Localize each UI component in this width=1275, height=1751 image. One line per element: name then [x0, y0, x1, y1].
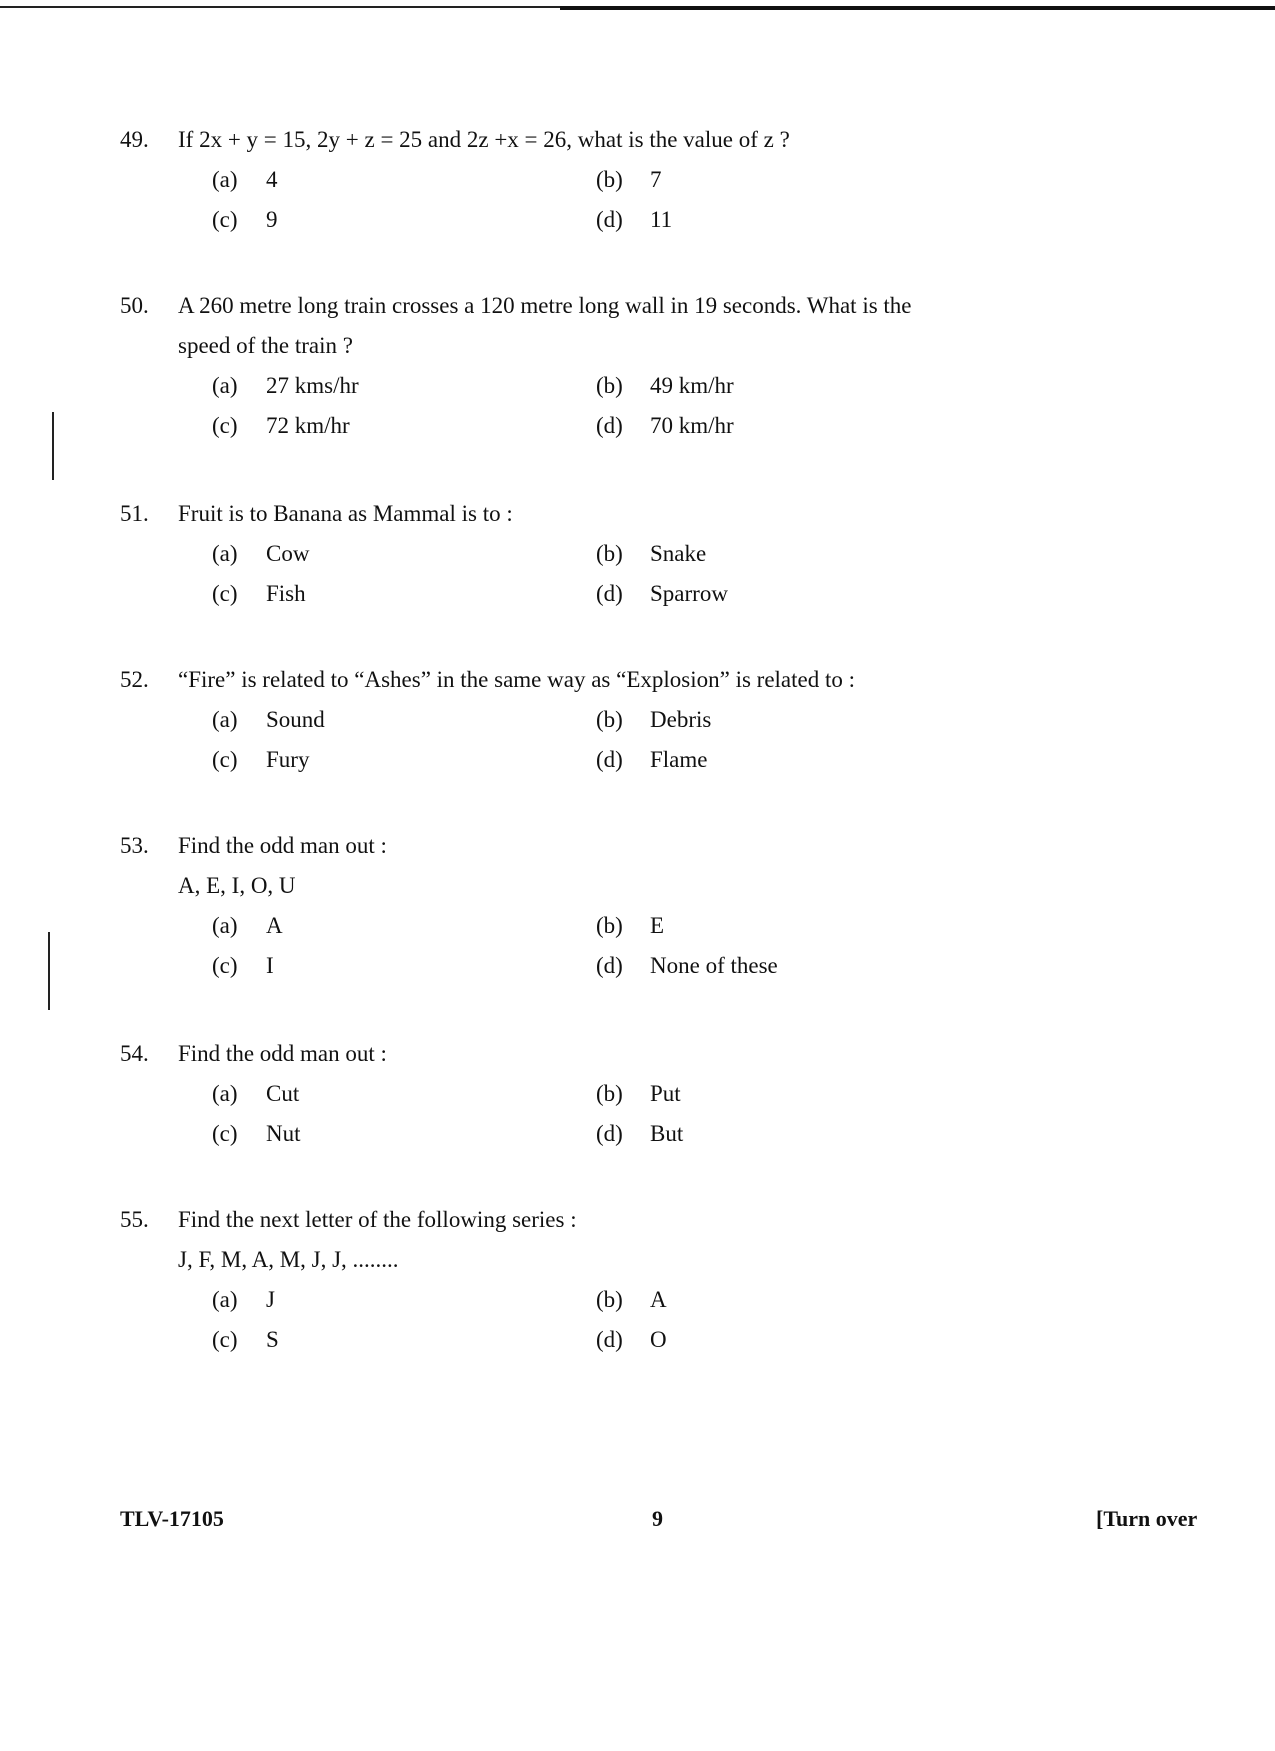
option-d: (d) But	[596, 1121, 684, 1146]
question-51	[120, 494, 1120, 614]
question-text: Find the odd man out :	[178, 833, 387, 858]
option-a: (a) 4	[212, 167, 278, 192]
option-a: (a) 27 kms/hr	[212, 373, 359, 398]
question-number: 51.	[120, 501, 149, 526]
question-text: Fruit is to Banana as Mammal is to :	[178, 501, 513, 526]
option-a: (a) A	[212, 913, 283, 938]
top-rule-thick	[560, 6, 1275, 10]
question-54	[120, 1034, 1120, 1154]
option-b: (b) E	[596, 913, 665, 938]
option-d: (d) Sparrow	[596, 581, 728, 606]
question-text: Find the next letter of the following series :	[178, 1207, 577, 1232]
option-c: (c) 9	[212, 207, 278, 232]
option-c: (c) I	[212, 953, 274, 978]
option-d: (d) O	[596, 1327, 667, 1352]
question-number: 49.	[120, 127, 149, 152]
question-52	[120, 660, 1120, 780]
question-text: If 2x + y = 15, 2y + z = 25 and 2z +x = 26, what is the value of z ?	[178, 127, 790, 152]
question-50	[120, 286, 1120, 446]
question-number: 52.	[120, 667, 149, 692]
option-d: (d) Flame	[596, 747, 708, 772]
option-b: (b) Debris	[596, 707, 712, 732]
option-d: (d) None of these	[596, 953, 778, 978]
option-c: (c) S	[212, 1327, 279, 1352]
question-number: 53.	[120, 833, 149, 858]
option-b: (b) 7	[596, 167, 662, 192]
turn-over-note: [Turn over	[1096, 1506, 1198, 1531]
option-b: (b) Snake	[596, 541, 707, 566]
question-sequence: A, E, I, O, U	[178, 873, 296, 898]
option-a: (a) Cow	[212, 541, 310, 566]
question-number: 55.	[120, 1207, 149, 1232]
question-text: A 260 metre long train crosses a 120 metre long wall in 19 seconds. What is the	[178, 293, 912, 318]
page-number: 9	[652, 1506, 663, 1531]
option-b: (b) 49 km/hr	[596, 373, 734, 398]
option-a: (a) Sound	[212, 707, 325, 732]
option-b: (b) A	[596, 1287, 667, 1312]
option-d: (d) 70 km/hr	[596, 413, 734, 438]
question-sequence: J, F, M, A, M, J, J, ........	[178, 1247, 399, 1272]
question-53	[120, 826, 1120, 986]
booklet-code: TLV-17105	[120, 1506, 224, 1531]
option-c: (c) Nut	[212, 1121, 301, 1146]
question-55	[120, 1200, 1120, 1360]
option-c: (c) 72 km/hr	[212, 413, 350, 438]
option-c: (c) Fish	[212, 581, 306, 606]
question-text-continued: speed of the train ?	[178, 333, 353, 358]
margin-mark	[52, 412, 54, 480]
question-text: Find the odd man out :	[178, 1041, 387, 1066]
option-b: (b) Put	[596, 1081, 681, 1106]
option-d: (d) 11	[596, 207, 673, 232]
question-text: “Fire” is related to “Ashes” in the same way as “Explosion” is related to :	[178, 667, 856, 692]
question-number: 54.	[120, 1041, 149, 1066]
option-a: (a) J	[212, 1287, 275, 1312]
margin-mark	[48, 932, 50, 1010]
option-c: (c) Fury	[212, 747, 310, 772]
question-49	[120, 120, 1120, 240]
option-a: (a) Cut	[212, 1081, 300, 1106]
question-number: 50.	[120, 293, 149, 318]
